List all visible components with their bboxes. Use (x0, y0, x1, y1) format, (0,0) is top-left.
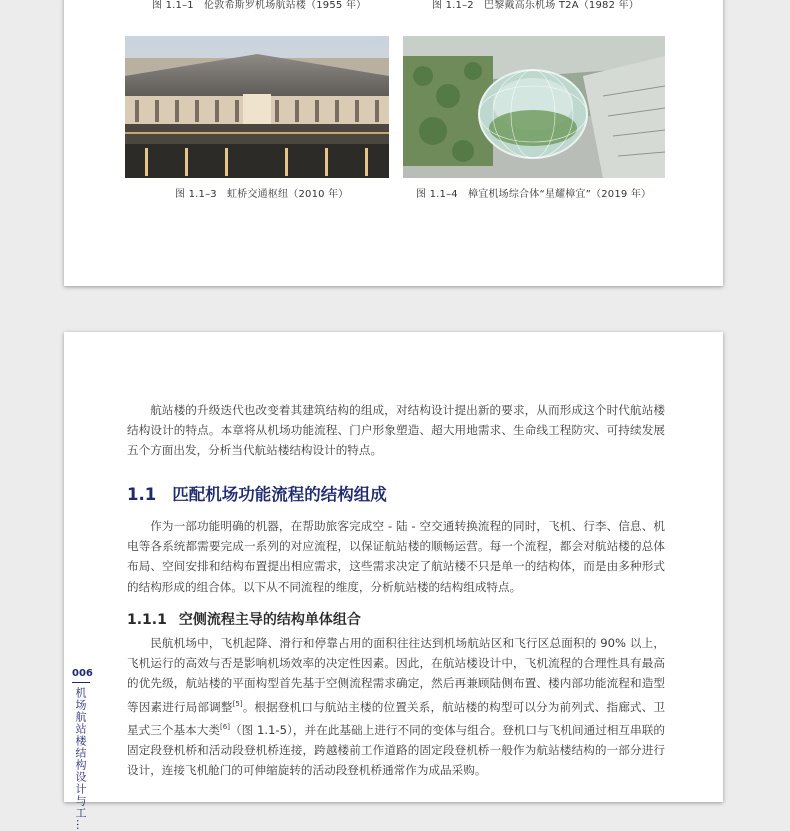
section-heading (127, 481, 387, 505)
subsection-title: 空侧流程主导的结构单体组合 (178, 612, 361, 628)
top-page (64, 0, 723, 286)
intro-paragraph: 航站楼的升级迭代也改变着其建筑结构的组成，对结构设计提出新的要求，从而形成这个时代航站楼结构设计的特点。本章将从机场功能流程、门户形象塑造、超大用地需求、生命线工程防灾、可持续发展五个方面出发，分析当代航站楼结构设计的特点。 (127, 403, 665, 458)
running-book-title: 机场航站楼结构设计与工… (74, 687, 87, 831)
subsection-heading (127, 609, 361, 629)
section-number: 1.1 (127, 485, 157, 504)
subsection-paragraph (127, 633, 665, 780)
figure-caption-1-1-2: 图 1.1–2 巴黎戴高乐机场 T2A（1982 年） (432, 0, 639, 11)
hongqiao-hub-photo (125, 36, 389, 178)
side-tab (72, 668, 93, 831)
subsection-text-a: 民航机场中，飞机起降、滑行和停靠占用的面积往往达到机场航站区和飞行区总面积的 90% 以上，飞机运行的高效与否是影响机场效率的决定性因素。因此，在航站楼设计中，飞机流程的合理性具有最高的优先级，航站楼的平面构型首先基于空侧流程需求确定，然后再兼顾陆侧布置、楼内部功能流程和造型等因素进行局部调整 (127, 636, 665, 714)
figure-caption-1-1-4: 图 1.1–4 樟宜机场综合体“星耀樟宜”（2019 年） (416, 189, 652, 200)
figure-caption-1-1-3: 图 1.1–3 虹桥交通枢纽（2010 年） (175, 189, 349, 200)
subsection-number: 1.1.1 (127, 612, 167, 628)
citation-5[interactable]: [5] (232, 699, 243, 708)
citation-6[interactable]: [6] (220, 722, 230, 731)
subsection-text-c: （图 1.1-5），并在此基础上进行不同的变体与组合。登机口与飞机间通过相互串联的固定段登机桥和活动段登机桥连接，跨越楼前工作道路的固定段登机桥一般作为航站楼结构的一部分进行设计，连接飞机舱门的可伸缩旋转的活动段登机桥通常作为成品采购。 (127, 722, 665, 777)
page-number: 006 (72, 668, 93, 679)
subsection-text-b: 。根据登机口与航站主楼的位置关系，航站楼的构型可以分为前列式、指廊式、卫星式三个基本大类 (127, 699, 665, 737)
side-tab-divider (72, 682, 90, 683)
bottom-page (64, 332, 723, 802)
section-title: 匹配机场功能流程的结构组成 (172, 485, 387, 504)
section-paragraph: 作为一部功能明确的机器，在帮助旅客完成空 - 陆 - 空交通转换流程的同时，飞机、行李、信息、机电等各系统都需要完成一系列的对应流程，以保证航站楼的顺畅运营。每一个流程，都会对航站楼的总体布局、空间安排和结构布置提出相应需求，这些需求决定了航站楼不只是单一的结构体，而是由多种形式的结构形成的组合体。以下从不同流程的维度，分析航站楼的结构组成特点。 (127, 519, 665, 594)
figure-caption-1-1-1: 图 1.1–1 伦敦希斯罗机场航站楼（1955 年） (152, 0, 367, 11)
jewel-changi-photo (403, 36, 665, 178)
